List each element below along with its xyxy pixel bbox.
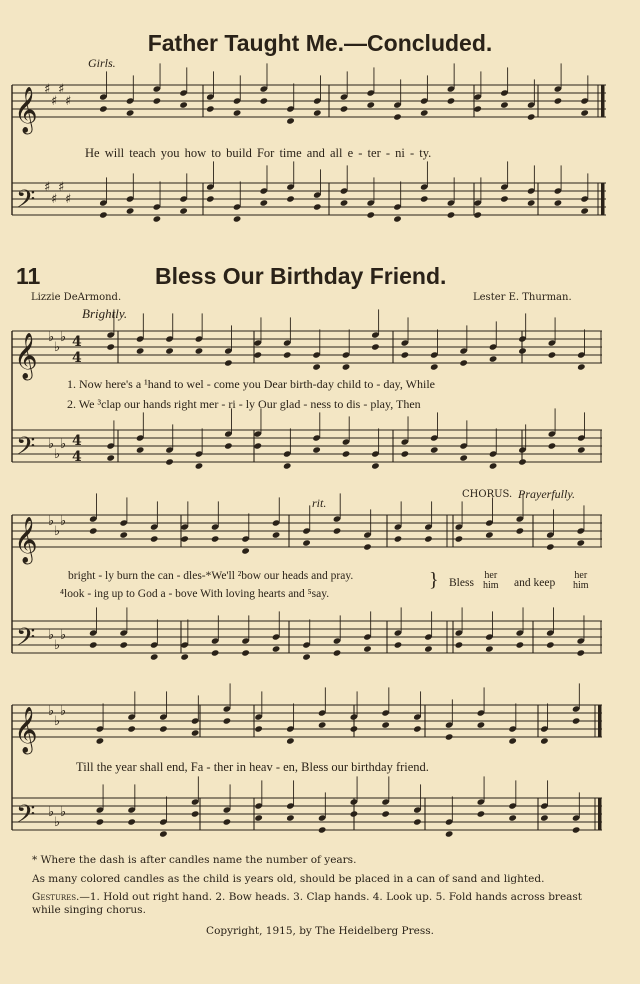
h1-treble-note (179, 101, 188, 108)
h2s1-treble-note (430, 363, 439, 370)
h2s3-treble-note (318, 721, 327, 728)
h2s1-treble-note (195, 347, 204, 354)
h2s3-treble-note (254, 725, 263, 732)
h1-treble-note (260, 97, 269, 104)
h1-bass-note (313, 203, 322, 210)
h1-treble-note (527, 113, 536, 120)
h2s1-treble-note (489, 355, 498, 362)
h2s1-treble-note (401, 351, 410, 358)
h1-treble-clef: 𝄞 (14, 87, 38, 133)
h2s1-treble-note (106, 343, 115, 350)
h2s2-bass-note (150, 653, 159, 660)
hymn2-number: 11 (16, 263, 41, 289)
chorus-pronoun-1 (483, 571, 499, 591)
h2s1-treble-note (312, 363, 321, 370)
h2s2-treble-note (180, 535, 189, 542)
h2s3-bass-note (254, 814, 263, 821)
h2s3-treble-note (572, 717, 581, 724)
chorus-bless: Bless (449, 577, 474, 589)
key-sharp: ♯ (51, 94, 58, 109)
h1-bass-note (286, 195, 295, 202)
h2s3-treble-note (540, 737, 549, 744)
h1-treble-note (99, 105, 108, 112)
h1-bass-note (99, 211, 108, 218)
h1-bass-note (206, 195, 215, 202)
h1-bass-note (233, 215, 242, 222)
h2s1-bass-note (430, 446, 439, 453)
hymn2-s1-verse2: 2. We ³clap our hands right mer - ri - ly Our glad - ness to dis - play, Then (67, 397, 421, 411)
brace: } (429, 569, 439, 591)
h2s3-treble-note (159, 725, 168, 732)
h2s3-bass-note (350, 810, 359, 817)
h1-treble-final-thick (601, 85, 605, 117)
h2s2-bass-note (424, 645, 433, 652)
hymn2-s2-verse2: ⁴look - ing up to God a - bove With loving hearts and ⁵say. (60, 588, 330, 600)
h2s1-bass-note (283, 462, 292, 469)
h2s1-bass-note (195, 462, 204, 469)
copyright: Copyright, 1915, by The Heidelberg Press. (206, 925, 434, 937)
h2s2-bass-note (546, 641, 555, 648)
h2s1-bass-note (136, 446, 145, 453)
h2s2-treble-note (89, 527, 98, 534)
chorus-label: CHORUS. (462, 489, 513, 500)
hymn1-title: Father Taught Me.—Concluded. (147, 30, 493, 56)
h2s1-bass-clef: 𝄢 (16, 432, 36, 467)
h2s2-treble-note (516, 527, 525, 534)
h2s1-treble-note (342, 363, 351, 370)
h2s2-bass-note (119, 641, 128, 648)
h2s3-bass-clef: 𝄢 (16, 800, 36, 835)
h2s2-treble-note (333, 527, 342, 534)
h2s2-bass-note (211, 649, 220, 656)
h2s3-bass-note (381, 810, 390, 817)
h1-treble-note (313, 109, 322, 116)
h2s3-treble-note (477, 721, 486, 728)
hymn2-s2-verse1: bright - ly burn the can - dles-*We'll ²bow our heads and pray. (68, 570, 354, 582)
key-flat-treble: ♭ (54, 714, 61, 729)
h2s2-bass-note (89, 641, 98, 648)
h2s1-treble-note (518, 347, 527, 354)
h1-treble-note (366, 101, 375, 108)
chorus-tempo: Prayerfully. (518, 487, 575, 501)
h1-bass-note (179, 207, 188, 214)
h1-bass-note (554, 199, 563, 206)
h1-treble-note (393, 113, 402, 120)
h1-treble-note (554, 97, 563, 104)
key-sharp: ♯ (51, 192, 58, 207)
h2s3-treble-note (191, 729, 200, 736)
h1-bass-note (473, 211, 482, 218)
key-sharp: ♯ (58, 180, 65, 195)
h2s2-bass-note (455, 641, 464, 648)
h2s2-bass-clef: 𝄢 (16, 623, 36, 658)
h2s1-bass-note (459, 454, 468, 461)
h2s1-treble-note (253, 351, 262, 358)
h2s3-treble-note (223, 717, 232, 724)
h2s1-bass-note (342, 450, 351, 457)
key-flat-bass: ♭ (48, 628, 55, 643)
h1-treble-note (473, 105, 482, 112)
key-flat-treble: ♭ (48, 704, 55, 719)
h2s3-bass-note (413, 818, 422, 825)
hymn2-tempo: Brightly. (82, 306, 128, 321)
h1-treble-note (126, 109, 135, 116)
pronoun-him-2: him (573, 580, 589, 591)
h2s3-treble-note (381, 721, 390, 728)
hymn1-lyrics: He will teach you how to build For time and all e - ter - ni - ty. (85, 146, 432, 160)
h2s2-bass-note (516, 641, 525, 648)
hymn2-s3-lyrics: Till the year shall end, Fa - ther in heav - en, Bless our birthday friend. (76, 760, 429, 774)
h2s1-treble-note (577, 363, 586, 370)
key-flat-treble: ♭ (60, 704, 67, 719)
h2s3-bass-note (477, 810, 486, 817)
h2s3-bass-note (159, 830, 168, 837)
key-sharp: ♯ (65, 192, 72, 207)
h2s2-treble-clef: 𝄞 (14, 517, 38, 563)
h2s2-bass-note (302, 653, 311, 660)
h2s3-treble-clef: 𝄞 (14, 707, 38, 753)
h2s2-treble-note (119, 531, 128, 538)
pronoun-him-1: him (483, 580, 499, 591)
chorus-pronoun-2 (573, 571, 589, 591)
time-sig-top-treble: 4 (72, 334, 82, 350)
h2s3-treble-note (413, 725, 422, 732)
h2s2-bass-note (241, 649, 250, 656)
h2s1-bass-note (165, 458, 174, 465)
h2s2-treble-note (272, 531, 281, 538)
h2s3-treble-note (96, 737, 105, 744)
h2s2-bass-note (333, 649, 342, 656)
key-flat-bass: ♭ (60, 437, 67, 452)
h1-bass-note (366, 211, 375, 218)
h2s1-bass-note (489, 462, 498, 469)
h2s3-bass-note (223, 818, 232, 825)
footnote-gestures (32, 891, 607, 917)
h2s3-bass-note (318, 826, 327, 833)
h2s2-treble-note (363, 543, 372, 550)
h1-bass-note (126, 207, 135, 214)
gestures-text: —1. Hold out right hand. 2. Bow heads. 3. Clap hands. 4. Look up. 5. Fold hands across breast while singing chorus. (32, 891, 583, 916)
h2s1-bass-note (253, 442, 262, 449)
gestures-label: Gestures. (32, 891, 80, 903)
pronoun-her-2: her (574, 570, 588, 581)
h1-bass-final-thick (601, 183, 605, 215)
key-sharp: ♯ (44, 180, 51, 195)
h1-bass-note (580, 207, 589, 214)
time-sig-bottom-bass: 4 (72, 449, 82, 465)
h2s3-bass-note (286, 814, 295, 821)
h1-treble-note (153, 97, 162, 104)
key-flat-treble: ♭ (54, 340, 61, 355)
h1-bass-clef: 𝄢 (16, 185, 36, 220)
h2s3-bass-note (540, 814, 549, 821)
h1-bass-note (500, 195, 509, 202)
h1-treble-note (233, 109, 242, 116)
h1-treble-note (580, 109, 589, 116)
h2s2-bass-note (576, 649, 585, 656)
key-flat-bass: ♭ (54, 447, 61, 462)
key-sharp: ♯ (65, 94, 72, 109)
h2s1-bass-note (401, 450, 410, 457)
h2s3-bass-note (445, 830, 454, 837)
h2s3-treble-note (508, 737, 517, 744)
h2s1-treble-clef: 𝄞 (14, 333, 38, 379)
h2s2-treble-note (424, 535, 433, 542)
key-flat-treble: ♭ (60, 330, 67, 345)
h2s1-bass-note (224, 442, 233, 449)
h2s3-treble-note (286, 737, 295, 744)
h2s2-treble-note (576, 539, 585, 546)
rit-marking: rit. (312, 496, 327, 510)
chorus-and-keep: and keep (514, 577, 556, 589)
h2s2-treble-note (150, 535, 159, 542)
h2s2-treble-note (241, 547, 250, 554)
h2s3-bass-note (191, 810, 200, 817)
h1-treble-note (420, 109, 429, 116)
h1-treble-note (447, 97, 456, 104)
h2s2-bass-note (394, 641, 403, 648)
time-sig-top-bass: 4 (72, 433, 82, 449)
h1-bass-note (447, 211, 456, 218)
h2s3-bass-note (508, 814, 517, 821)
key-flat-treble: ♭ (54, 524, 61, 539)
h2s1-bass-note (577, 446, 586, 453)
h1-bass-note (527, 199, 536, 206)
key-flat-bass: ♭ (54, 815, 61, 830)
key-sharp: ♯ (44, 82, 51, 97)
key-flat-bass: ♭ (48, 437, 55, 452)
hymn2-s1-verse1: 1. Now here's a ¹hand to wel - come you Dear birth-day child to - day, While (67, 377, 435, 391)
key-flat-bass: ♭ (60, 628, 67, 643)
h1-treble-note (286, 117, 295, 124)
h2s3-bass-note (572, 826, 581, 833)
h2s3-treble-final-thick (598, 705, 602, 737)
key-flat-treble: ♭ (48, 330, 55, 345)
h1-bass-note (340, 199, 349, 206)
h2s3-treble-note (127, 725, 136, 732)
h2s2-treble-note (455, 535, 464, 542)
h2s1-treble-note (136, 347, 145, 354)
h2s3-bass-note (127, 818, 136, 825)
h1-bass-note (420, 195, 429, 202)
time-sig-bottom-treble: 4 (72, 350, 82, 366)
h2s1-treble-note (371, 343, 380, 350)
h2s2-treble-note (302, 539, 311, 546)
key-flat-bass: ♭ (48, 805, 55, 820)
h2s1-bass-note (518, 458, 527, 465)
footnote-dash: * Where the dash is after candles name the number of years. (32, 854, 357, 866)
h1-bass-note (393, 215, 402, 222)
h2s2-bass-note (272, 645, 281, 652)
hymn2-composer: Lester E. Thurman. (473, 292, 572, 303)
footnote-candles: As many colored candles as the child is years old, should be placed in a can of sand and lighted. (32, 873, 545, 885)
h2s2-treble-note (394, 535, 403, 542)
key-sharp: ♯ (58, 82, 65, 97)
h1-treble-note (340, 105, 349, 112)
key-flat-bass: ♭ (60, 805, 67, 820)
hymn1-voice-label: Girls. (88, 56, 116, 70)
key-flat-treble: ♭ (48, 514, 55, 529)
h2s1-bass-note (371, 462, 380, 469)
h1-bass-note (260, 199, 269, 206)
hymn2-title: Bless Our Birthday Friend. (155, 263, 447, 289)
h1-treble-note (500, 101, 509, 108)
h2s1-bass-note (312, 446, 321, 453)
h2s1-bass-note (106, 454, 115, 461)
h2s1-bass-note (548, 442, 557, 449)
h2s2-bass-note (180, 653, 189, 660)
h2s1-treble-note (283, 351, 292, 358)
key-flat-treble: ♭ (60, 514, 67, 529)
h2s3-treble-note (445, 733, 454, 740)
h2s1-treble-note (548, 351, 557, 358)
h2s2-bass-note (485, 645, 494, 652)
key-flat-bass: ♭ (54, 638, 61, 653)
h2s2-bass-note (363, 645, 372, 652)
hymn2-author: Lizzie DeArmond. (31, 292, 122, 303)
h2s2-treble-note (211, 535, 220, 542)
pronoun-her-1: her (484, 570, 498, 581)
h2s2-treble-note (546, 543, 555, 550)
h2s1-treble-note (165, 347, 174, 354)
h1-bass-note (153, 215, 162, 222)
h1-treble-note (206, 105, 215, 112)
h2s2-treble-note (485, 531, 494, 538)
h2s3-bass-final-thick (598, 798, 602, 830)
h2s3-treble-note (350, 725, 359, 732)
h2s1-treble-note (224, 359, 233, 366)
h2s1-treble-note (459, 359, 468, 366)
h2s3-bass-note (96, 818, 105, 825)
